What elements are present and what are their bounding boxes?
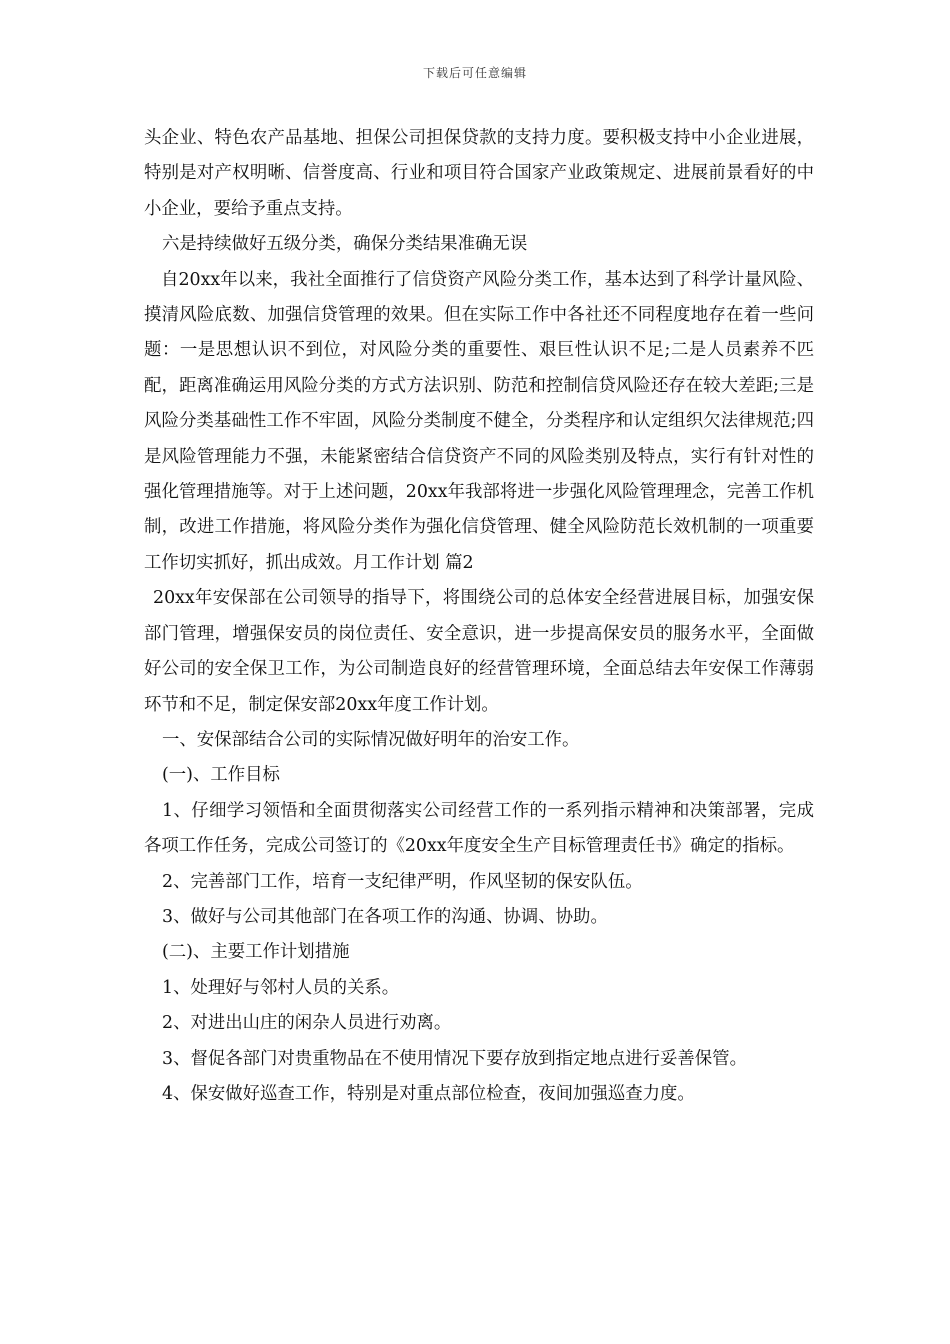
paragraph-3: 自20xx年以来，我社全面推行了信贷资产风险分类工作，基本达到了科学计量风险、摸清风险底数、加强信贷管理的效果。但在实际工作中各社还不同程度地存在着一些问题：一是思想认识不到位，对风险分类的重要性、艰巨性认识不足;二是人员素养不匹配，距离准确运用风险分类的方式方法识别、防范和控制信贷风险还存在较大差距;三是风险分类基础性工作不牢固，风险分类制度不健全，分类程序和认定组织欠法律规范;四是风险管理能力不强，未能紧密结合信贷资产不同的风险类别及特点，实行有针对性的强化管理措施等。对于上述问题，20xx年我部将进一步强化风险管理理念，完善工作机制，改进工作措施，将风险分类作为强化信贷管理、健全风险防范长效机制的一项重要工作切实抓好，抓出成效。月工作计划 篇2	[144, 269, 814, 573]
paragraph-2: 六是持续做好五级分类，确保分类结果准确无误	[162, 234, 528, 255]
paragraph-1: 头企业、特色农产品基地、担保公司担保贷款的支持力度。要积极支持中小企业进展，特别是对产权明晰、信誉度高、行业和项目符合国家产业政策规定、进展前景看好的中小企业，要给予重点支持。	[144, 128, 814, 219]
paragraph-12: 2、对进出山庄的闲杂人员进行劝离。	[162, 1013, 452, 1034]
document-body	[144, 121, 814, 1112]
paragraph-11: 1、处理好与邻村人员的关系。	[162, 977, 400, 998]
page-header: 下载后可任意编辑	[422, 66, 527, 80]
paragraph-4: 20xx年安保部在公司领导的指导下，将围绕公司的总体安全经营进展目标，加强安保部门管理，增强保安员的岗位责任、安全意识，进一步提高保安员的服务水平，全面做好公司的安全保卫工作，为公司制造良好的经营管理环境，全面总结去年安保工作薄弱环节和不足，制定保安部20xx年度工作计划。	[144, 588, 814, 715]
paragraph-14: 4、保安做好巡查工作，特别是对重点部位检查，夜间加强巡查力度。	[162, 1083, 695, 1104]
paragraph-5: 一、安保部结合公司的实际情况做好明年的治安工作。	[162, 729, 580, 750]
paragraph-10: (二)、主要工作计划措施	[162, 942, 350, 963]
paragraph-8: 2、完善部门工作，培育一支纪律严明，作风坚韧的保安队伍。	[162, 871, 643, 892]
paragraph-7: 1、仔细学习领悟和全面贯彻落实公司经营工作的一系列指示精神和决策部署，完成各项工作任务，完成公司签订的《20xx年度安全生产目标管理责任书》确定的指标。	[144, 800, 814, 857]
paragraph-6: (一)、工作目标	[162, 765, 280, 786]
paragraph-9: 3、做好与公司其他部门在各项工作的沟通、协调、协助。	[162, 906, 608, 927]
paragraph-13: 3、督促各部门对贵重物品在不使用情况下要存放到指定地点进行妥善保管。	[162, 1048, 747, 1069]
